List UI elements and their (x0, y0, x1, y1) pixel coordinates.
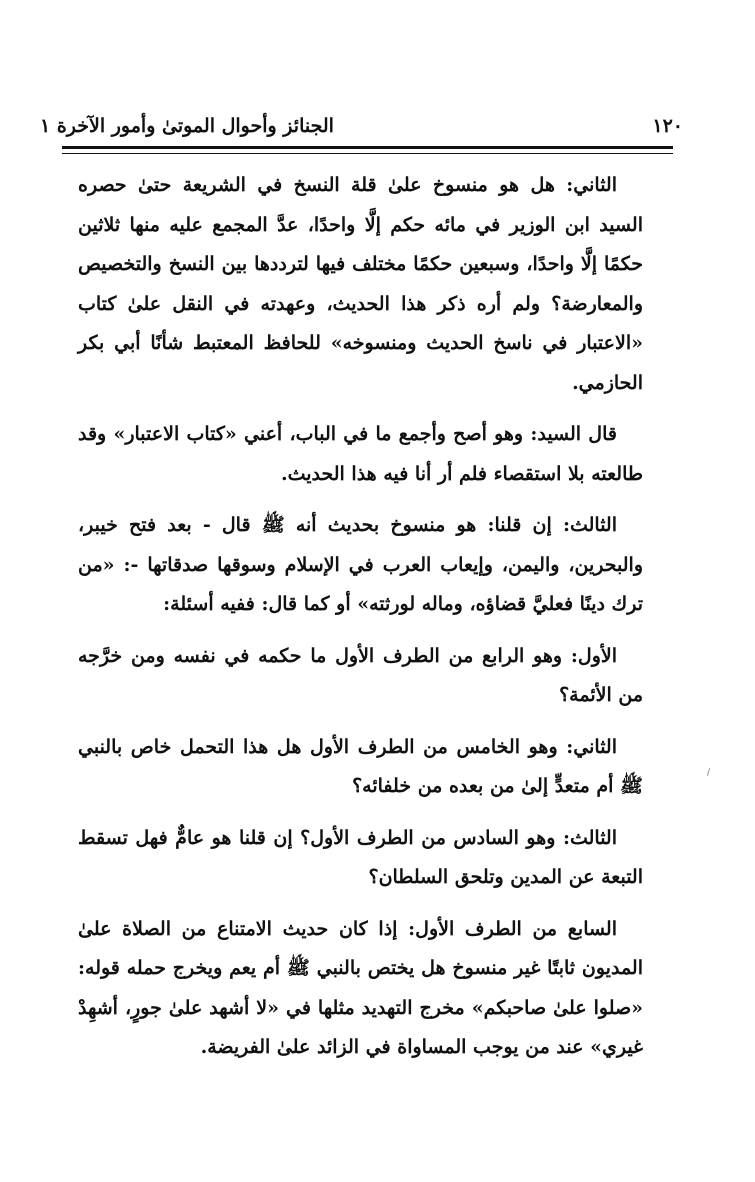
running-header (40, 108, 683, 144)
running-title: الجنائز وأحوال الموتىٰ وأمور الآخرة ١ (40, 115, 334, 137)
paragraph-third-sub-question: الثالث: وهو السادس من الطرف الأول؟ إن قلنا هو عامٌّ فهل تسقط التبعة عن المدين وتلحق السلطان؟ (78, 826, 643, 888)
paragraph-first-sub-question: الأول: وهو الرابع من الطرف الأول ما حكمه في نفسه ومن خرَّجه من الأئمة؟ (78, 644, 643, 706)
paragraph-second-sub-question: الثاني: وهو الخامس من الطرف الأول هل هذا التحمل خاص بالنبي ﷺ أم متعدٍّ إلىٰ من بعده من خلفائه؟ (78, 735, 643, 797)
page-body-text (78, 166, 643, 1080)
page-number: ١٢٠ (652, 115, 683, 137)
header-divider (62, 146, 673, 154)
margin-mark (707, 768, 710, 776)
paragraph-third-question: الثالث: إن قلنا: هو منسوخ بحديث أنه ﷺ قال - بعد فتح خيبر، والبحرين، واليمن، وإيعاب العرب في الإسلام وسوقها صدقاتها -: «من ترك دينًا فعليَّ قضاؤه، وماله لورثته» أو كما قال: ففيه أسئلة: (78, 514, 643, 615)
paragraph-second-question: الثاني: هل هو منسوخ علىٰ قلة النسخ في الشريعة حتىٰ حصره السيد ابن الوزير في مائه حكم إلَّا واحدًا، عدَّ المجمع عليه منها ثلاثين حكمًا إلَّا واحدًا، وسبعين حكمًا مختلف فيها لترددها بين النسخ والتخصيص والمعارضة؟ ولم أره ذكر هذا الحديث، وعهدته في النقل علىٰ كتاب «الاعتبار في ناسخ الحديث ومنسوخه» للحافظ المعتبط شأنًا أبي بكر الحازمي. (78, 174, 643, 394)
paragraph-sayyid-quote: قال السيد: وهو أصح وأجمع ما في الباب، أعني «كتاب الاعتبار» وقد طالعته بلا استقصاء فلم أر أنا فيه هذا الحديث. (78, 423, 643, 485)
paragraph-seventh-question: السابع من الطرف الأول: إذا كان حديث الامتناع من الصلاة علىٰ المديون ثابتًا غير منسوخ هل يختص بالنبي ﷺ أم يعم ويخرج حمله قوله: «صلوا علىٰ صاحبكم» مخرج التهديد مثلها في «لا أشهد علىٰ جورٍ، أشهِدْ غيري» عند من يوجب المساواة في الزائد علىٰ الفريضة. (78, 917, 643, 1058)
